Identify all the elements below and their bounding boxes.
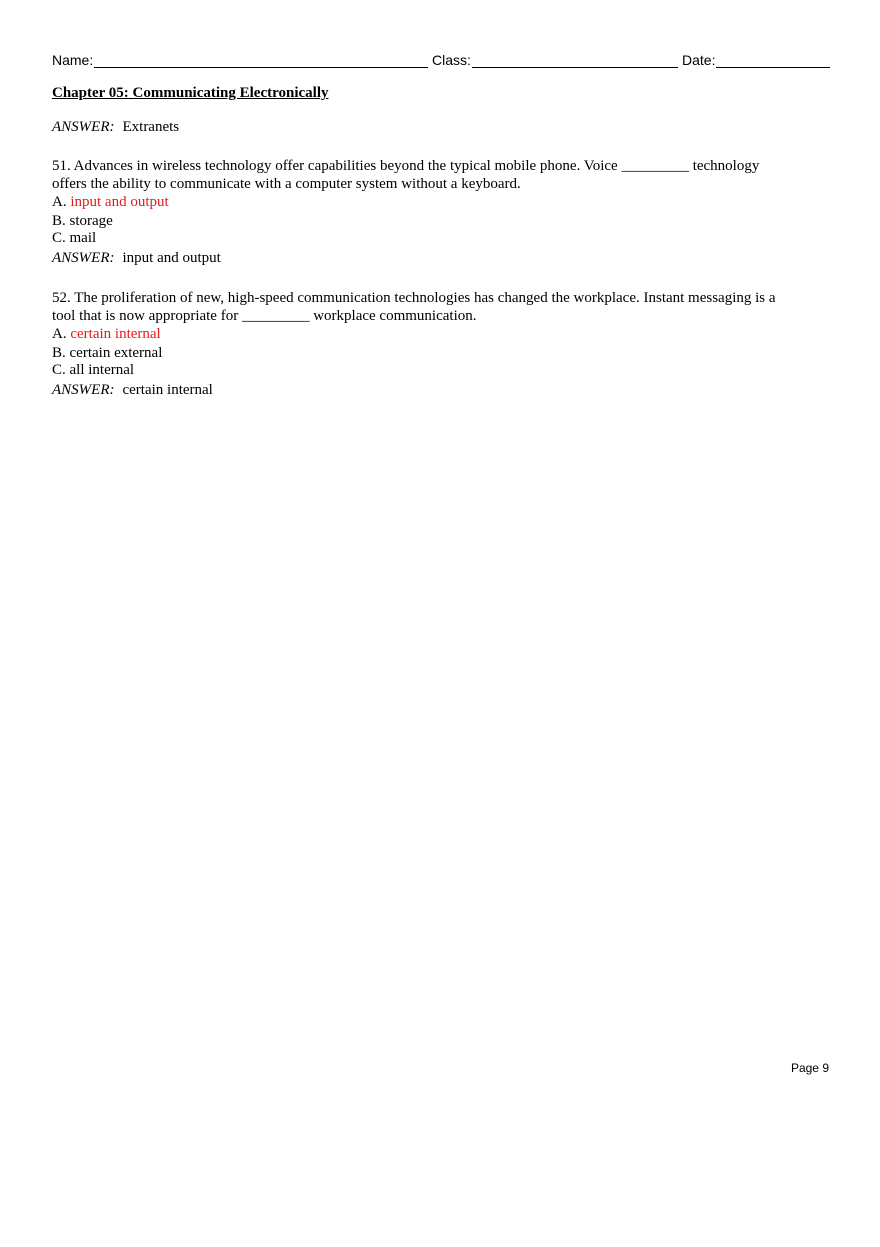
page-number: Page 9	[790, 1061, 829, 1075]
name-label: Name:	[52, 52, 94, 68]
option-text: certain external	[69, 345, 163, 361]
class-label: Class:	[432, 52, 471, 68]
question-text-line1: 51. Advances in wireless technology offer capabilities beyond the typical mobile phone. Voice _________ technology	[52, 158, 760, 174]
option-text-correct: input and output	[70, 194, 169, 210]
question-text-line2: offers the ability to communicate with a computer system without a keyboard.	[52, 176, 521, 192]
option-c[interactable]	[52, 229, 96, 247]
option-text: storage	[69, 213, 113, 229]
option-letter: A.	[52, 326, 67, 342]
answer-value: input and output	[122, 250, 221, 266]
option-text: all internal	[69, 362, 135, 378]
answer-label: ANSWER:	[52, 250, 115, 266]
answer-value: certain internal	[122, 382, 213, 398]
option-letter: B.	[52, 213, 66, 229]
name-field[interactable]	[94, 67, 428, 68]
option-letter: B.	[52, 345, 66, 361]
option-b[interactable]	[52, 212, 113, 230]
answer-label: ANSWER:	[52, 382, 115, 398]
option-text: mail	[69, 230, 97, 246]
answer-label: ANSWER:	[52, 119, 115, 135]
chapter-title: Chapter 05: Communicating Electronically	[52, 85, 329, 101]
header-fields	[52, 51, 830, 71]
date-label: Date:	[682, 52, 716, 68]
option-letter: C.	[52, 362, 66, 378]
option-c[interactable]	[52, 361, 134, 379]
class-field[interactable]	[472, 67, 678, 68]
question-text-line2: tool that is now appropriate for _________ workplace communication.	[52, 308, 477, 324]
option-a[interactable]	[52, 325, 161, 343]
option-a[interactable]	[52, 193, 169, 211]
option-b[interactable]	[52, 344, 162, 362]
option-letter: A.	[52, 194, 67, 210]
answer-line	[52, 381, 213, 399]
date-field[interactable]	[716, 67, 830, 68]
answer-value: Extranets	[122, 119, 180, 135]
question-text-line1: 52. The proliferation of new, high-speed communication technologies has changed the workplace. Instant messaging is a	[52, 290, 776, 306]
option-letter: C.	[52, 230, 66, 246]
answer-line	[52, 249, 221, 267]
previous-answer	[52, 118, 179, 136]
option-text-correct: certain internal	[70, 326, 161, 342]
